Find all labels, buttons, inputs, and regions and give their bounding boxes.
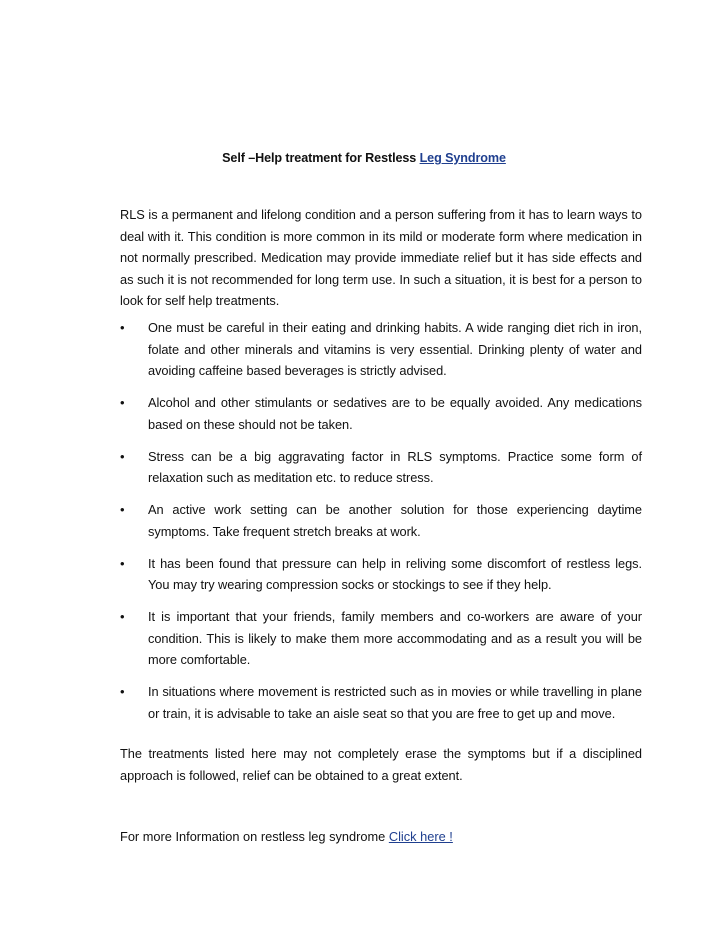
intro-section xyxy=(120,204,642,312)
list-item xyxy=(120,553,642,596)
bullet-icon: • xyxy=(120,555,125,571)
bullet-icon: • xyxy=(120,320,125,335)
list-item xyxy=(120,606,642,671)
conclusion-section xyxy=(120,743,642,786)
list-item-text: Stress can be a big aggravating factor in RLS symptoms. Practice some form of relaxation such as meditation etc. to reduce stress. xyxy=(148,448,642,485)
list-item xyxy=(120,317,642,382)
list-item-text: It has been found that pressure can help in reliving some discomfort of restless legs. You may try wearing compression socks or stockings to see if they help. xyxy=(148,555,642,592)
click-here-link[interactable]: Click here ! xyxy=(388,829,453,844)
list-item xyxy=(120,681,642,724)
bullet-icon: • xyxy=(120,395,125,410)
list-item-text: Alcohol and other stimulants or sedatives are to be equally avoided. Any medications based on these should not be taken. xyxy=(148,395,642,432)
bullet-icon: • xyxy=(120,448,125,464)
list-item-text: In situations where movement is restricted such as in movies or while travelling in plane or train, it is advisable to take an aisle seat so that you are free to get up and move. xyxy=(148,684,642,721)
title-text: Self –Help treatment for Restless xyxy=(222,151,420,165)
title-link[interactable]: Leg Syndrome xyxy=(419,151,506,165)
list-item-text: One must be careful in their eating and drinking habits. A wide ranging diet rich in iron, folate and other minerals and vitamins is very essential. Drinking plenty of water and avoiding caffeine based beverages is strictly advised. xyxy=(148,320,642,378)
bullet-icon: • xyxy=(120,609,125,624)
bullet-icon: • xyxy=(120,502,125,517)
intro-paragraph: RLS is a permanent and lifelong condition and a person suffering from it has to learn ways to deal with it. This condition is more common in its mild or moderate form where medication in not normally prescribed. Medication may provide immediate relief but it has side effects and as such it is not recommended for long term use. In such a situation, it is best for a person to look for self help treatments. xyxy=(120,207,642,308)
more-info-line xyxy=(120,826,453,848)
list-item-text: It is important that your friends, family members and co-workers are aware of your condition. This is likely to make them more accommodating and as a result you will be more comfortable. xyxy=(148,609,642,667)
list-item xyxy=(120,446,642,489)
treatment-list xyxy=(120,317,642,735)
list-item xyxy=(120,499,642,542)
bullet-icon: • xyxy=(120,684,125,699)
more-info-text: For more Information on restless leg syndrome xyxy=(120,829,389,844)
list-item-text: An active work setting can be another solution for those experiencing daytime symptoms. Take frequent stretch breaks at work. xyxy=(148,502,642,539)
conclusion-paragraph: The treatments listed here may not completely erase the symptoms but if a disciplined approach is followed, relief can be obtained to a great extent. xyxy=(120,746,642,783)
document-title xyxy=(0,149,728,167)
list-item xyxy=(120,392,642,435)
